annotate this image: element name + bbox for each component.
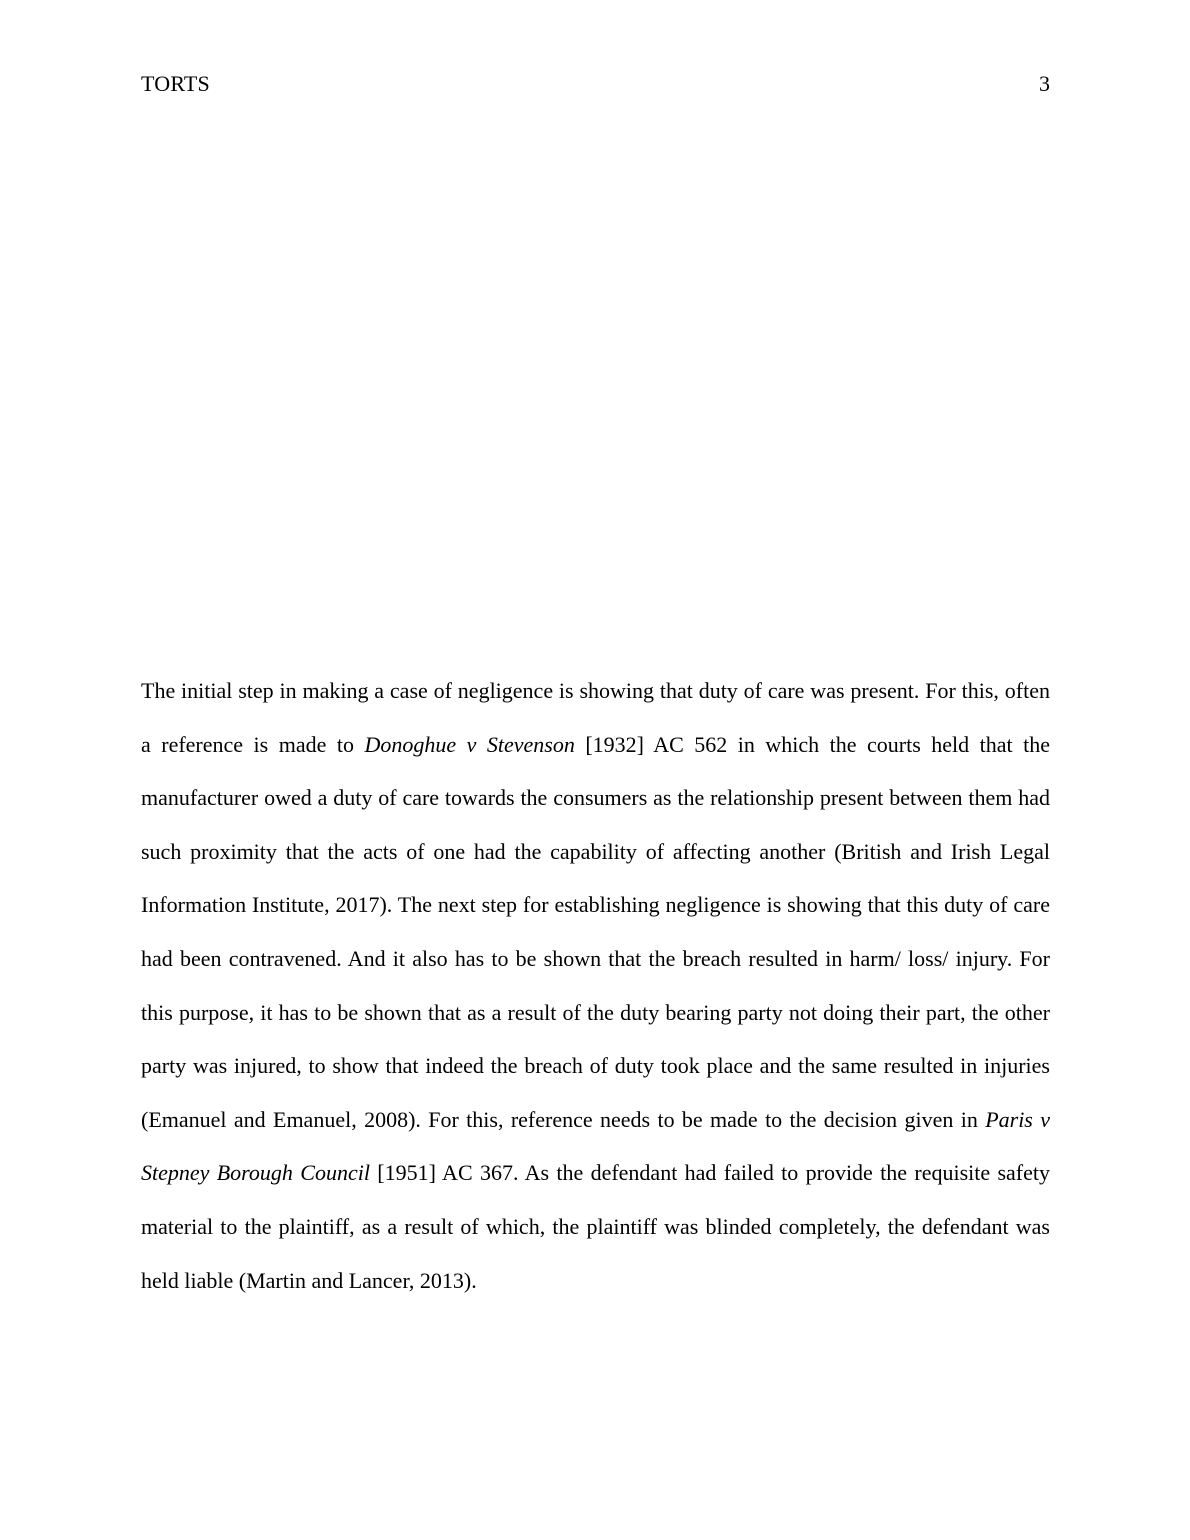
paragraph-text-3: [1951] AC 367. As the defendant had failed to provide the requisite safety material to the plaintiff, as a result of which, the plaintiff was blinded completely, the defendant was held liable (Martin and Lancer, 2013).	[141, 1160, 1050, 1293]
body-paragraph	[141, 664, 1050, 1307]
page-number: 3	[1039, 71, 1050, 96]
running-head: TORTS	[141, 71, 210, 96]
case-citation-donoghue: Donoghue v Stevenson	[364, 731, 575, 757]
case-citation-paris: Paris v Stepney Borough Council	[141, 1106, 1050, 1186]
paragraph-text-2: [1932] AC 562 in which the courts held that the manufacturer owed a duty of care towards the consumers as the relationship present between them had such proximity that the acts of one had the capability of affecting another (British and Irish Legal Information Institute, 2017). The next step for establishing negligence is showing that this duty of care had been contravened. And it also has to be shown that the breach resulted in harm/ loss/ injury. For this purpose, it has to be shown that as a result of the duty bearing party not doing their part, the other party was injured, to show that indeed the breach of duty took place and the same resulted in injuries (Emanuel and Emanuel, 2008). For this, reference needs to be made to the decision given in	[141, 731, 1050, 1132]
paragraph-text-1: The initial step in making a case of negligence is showing that duty of care was present. For this, often a reference is made to	[141, 678, 1050, 757]
